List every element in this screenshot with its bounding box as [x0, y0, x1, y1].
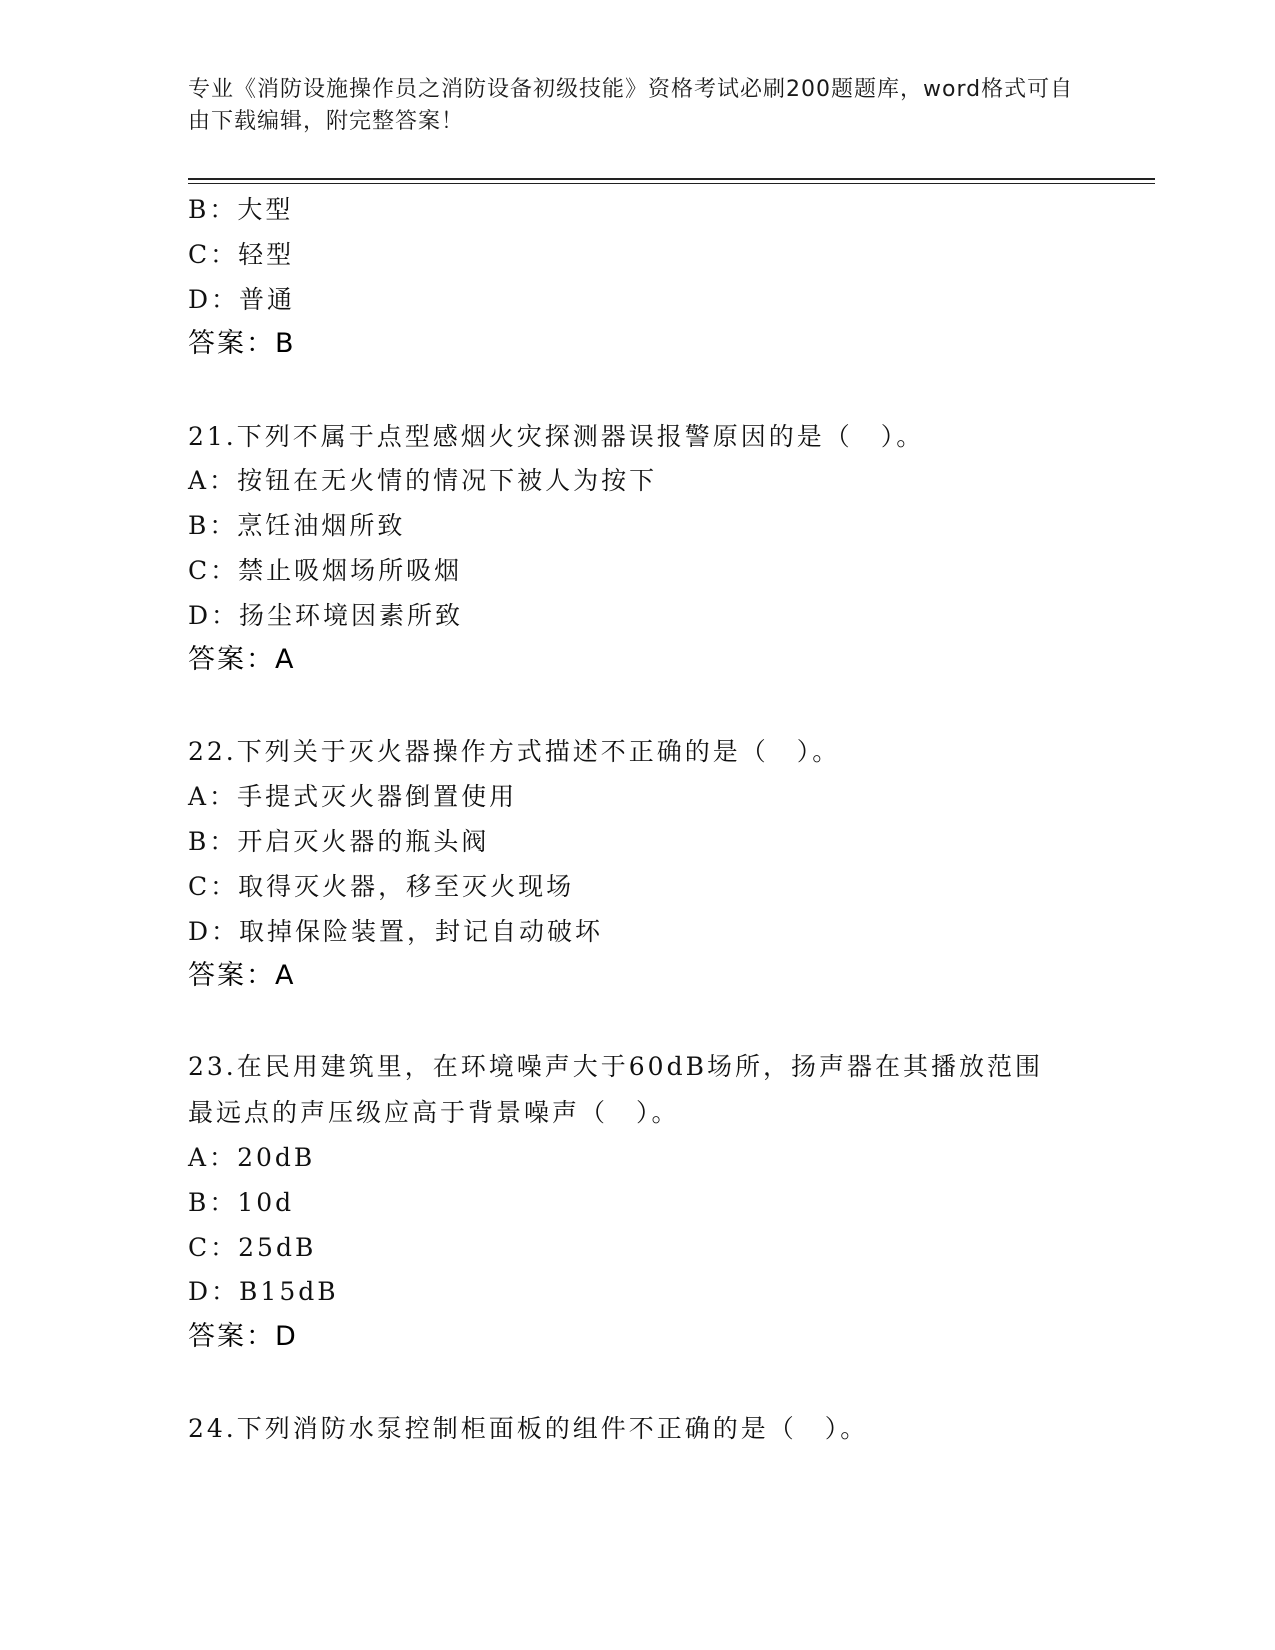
answer-line: 答案：A	[188, 960, 296, 991]
option-a: A：20dB	[188, 1143, 316, 1172]
option-b: B：烹饪油烟所致	[188, 511, 406, 540]
question-23-stem-line1: 23.在民用建筑里，在环境噪声大于60dB场所，扬声器在其播放范围	[188, 1052, 1043, 1081]
option-d: D：取掉保险装置，封记自动破坏	[188, 917, 604, 946]
option-c: C：取得灭火器，移至灭火现场	[188, 872, 575, 901]
option-c: C：禁止吸烟场所吸烟	[188, 556, 463, 585]
option-b: B：10d	[188, 1188, 295, 1217]
option-a: A：手提式灭火器倒置使用	[188, 782, 518, 811]
option-d: D：扬尘环境因素所致	[188, 601, 464, 630]
option-d: D：普通	[188, 285, 296, 314]
question-22-stem: 22.下列关于灭火器操作方式描述不正确的是（ ）。	[188, 737, 841, 766]
answer-line: 答案：B	[188, 328, 296, 359]
option-b: B：大型	[188, 195, 294, 224]
option-c: C：25dB	[188, 1233, 317, 1262]
option-d: D：B15dB	[188, 1277, 339, 1306]
option-c: C：轻型	[188, 240, 295, 269]
header-text: 专业《消防设施操作员之消防设备初级技能》资格考试必刷200题题库，word格式可自由下载编辑，附完整答案！	[188, 77, 1074, 134]
answer-line: 答案：A	[188, 644, 296, 675]
option-b: B：开启灭火器的瓶头阀	[188, 827, 490, 856]
answer-line: 答案：D	[188, 1321, 298, 1352]
option-a: A：按钮在无火情的情况下被人为按下	[188, 466, 658, 495]
question-21-stem: 21.下列不属于点型感烟火灾探测器误报警原因的是（ ）。	[188, 422, 925, 451]
document-header	[188, 74, 1088, 138]
header-rule-thin	[188, 183, 1155, 184]
header-rule-thick	[188, 178, 1155, 180]
question-23-stem-line2: 最远点的声压级应高于背景噪声（ ）。	[188, 1098, 680, 1127]
question-24-stem: 24.下列消防水泵控制柜面板的组件不正确的是（ ）。	[188, 1414, 869, 1443]
